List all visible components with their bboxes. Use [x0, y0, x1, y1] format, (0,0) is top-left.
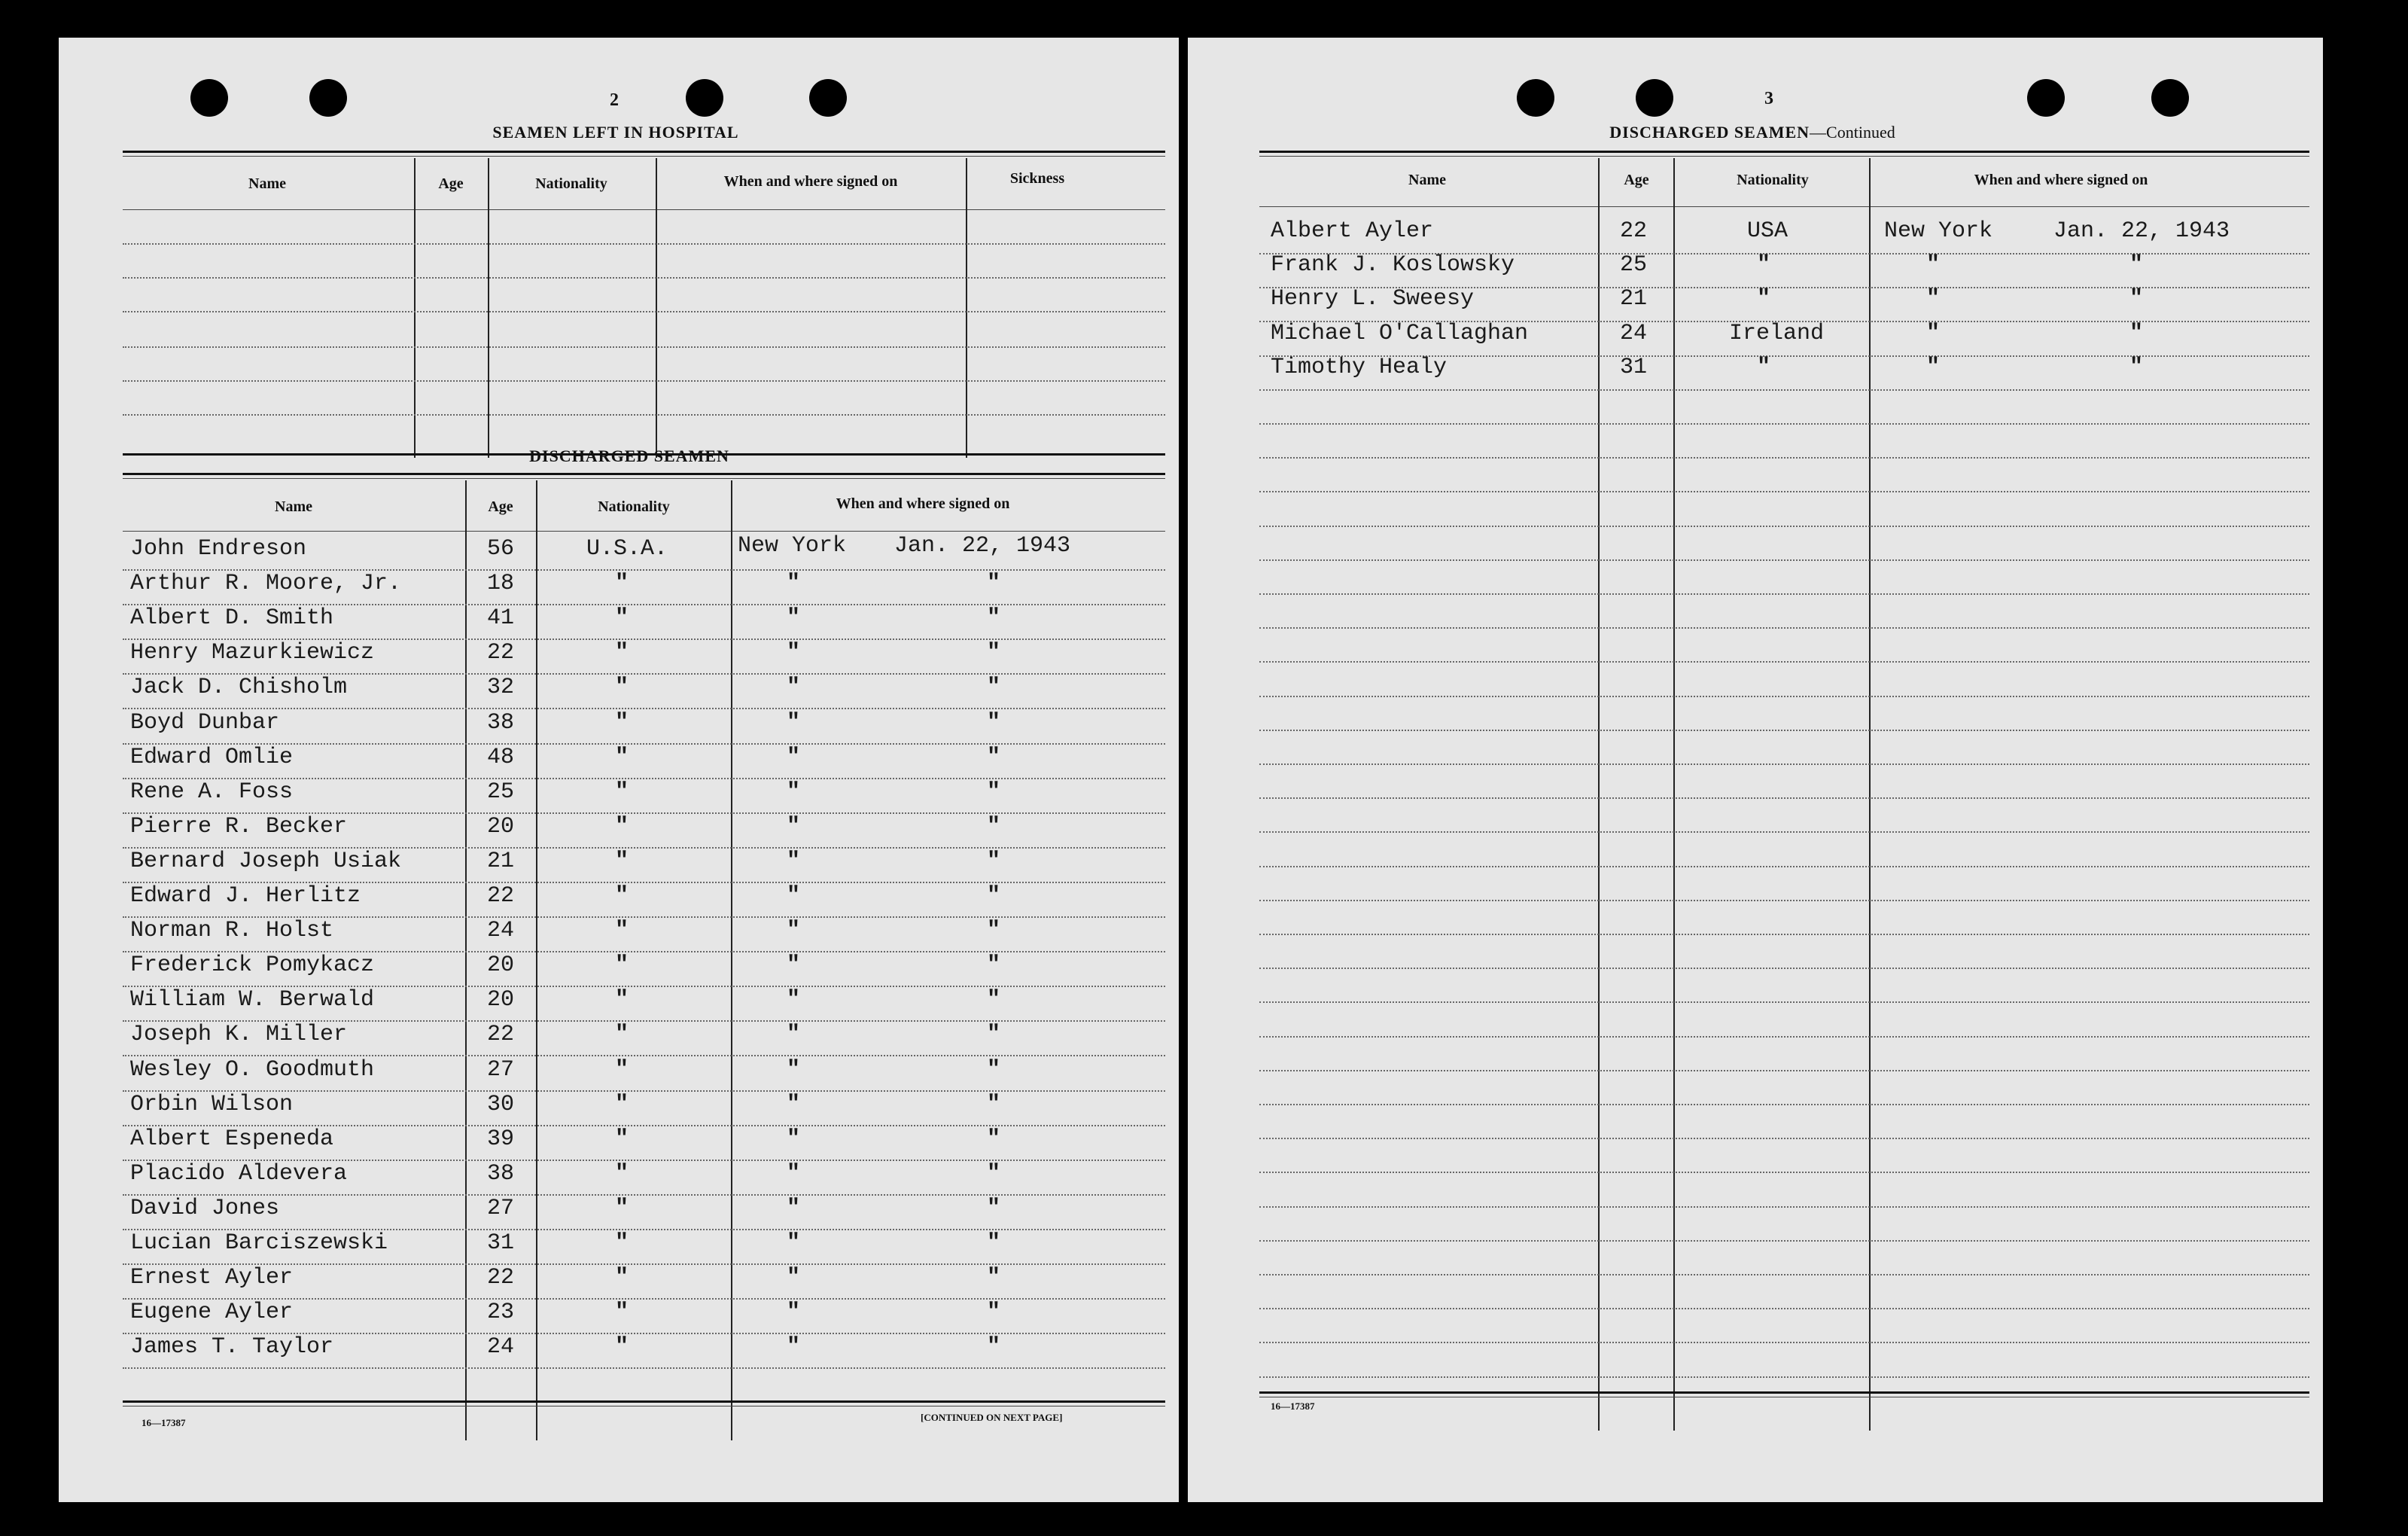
continued-note: [CONTINUED ON NEXT PAGE] [921, 1412, 1063, 1423]
left-page [59, 38, 1179, 1502]
seaman-name: Rene A. Foss [130, 779, 294, 805]
seaman-nationality: USA [1746, 218, 1788, 244]
punch-hole [1636, 79, 1673, 117]
seaman-nationality: " [614, 745, 629, 770]
signed-on-place: " [786, 1334, 801, 1360]
seaman-nationality: " [614, 1126, 629, 1152]
seaman-age: 27 [486, 1196, 515, 1221]
seaman-age: 41 [486, 605, 515, 631]
seaman-age: 27 [486, 1057, 515, 1083]
seaman-name: Edward J. Herlitz [130, 883, 361, 909]
seaman-nationality: " [1756, 286, 1771, 312]
signed-on-place: " [786, 571, 801, 596]
seaman-name: James T. Taylor [130, 1334, 334, 1360]
entry-line [1259, 1036, 2309, 1038]
seaman-nationality: " [614, 1196, 629, 1221]
signed-on-place: " [786, 640, 801, 666]
seaman-nationality: " [614, 1161, 629, 1187]
entry-line [1259, 1274, 2309, 1275]
entry-line [1259, 1138, 2309, 1139]
signed-on-date: Jan. 22, 1943 [2053, 218, 2230, 244]
punch-hole [309, 79, 347, 117]
signed-on-date: " [986, 1334, 1001, 1360]
signed-on-date: " [986, 571, 1001, 596]
seaman-age: 21 [486, 849, 515, 874]
signed-on-place: " [786, 883, 801, 909]
entry-line [1259, 526, 2309, 527]
seaman-name: Wesley O. Goodmuth [130, 1057, 375, 1083]
punch-hole [686, 79, 723, 117]
seaman-age: 31 [486, 1230, 515, 1256]
right-page [1188, 38, 2323, 1502]
signed-on-place: New York [1884, 218, 1993, 244]
signed-on-place: " [786, 1300, 801, 1325]
seaman-nationality: " [614, 1265, 629, 1291]
seaman-nationality: " [614, 849, 629, 874]
signed-on-date: " [986, 1265, 1001, 1291]
signed-on-date: " [2129, 321, 2144, 346]
rule [1259, 156, 2309, 157]
seaman-nationality: " [614, 952, 629, 978]
signed-on-place: New York [738, 533, 847, 559]
rule [123, 209, 1165, 210]
entry-line [1259, 627, 2309, 629]
signed-on-date: " [2129, 355, 2144, 380]
col-header-age: Age [488, 498, 513, 515]
seaman-name: Joseph K. Miller [130, 1022, 348, 1047]
entry-line [1259, 866, 2309, 867]
signed-on-date: " [986, 1092, 1001, 1117]
seaman-name: Edward Omlie [130, 745, 294, 770]
seaman-age: 48 [486, 745, 515, 770]
signed-on-date: " [986, 640, 1001, 666]
seaman-name: William W. Berwald [130, 987, 375, 1013]
seaman-nationality: U.S.A. [586, 536, 668, 562]
seaman-name: Albert Espeneda [130, 1126, 334, 1152]
seaman-age: 24 [1619, 321, 1648, 346]
rule [1259, 151, 2309, 153]
signed-on-place: " [786, 1057, 801, 1083]
seaman-age: 20 [486, 814, 515, 840]
entry-line [123, 1367, 1165, 1369]
seaman-age: 20 [486, 987, 515, 1013]
entry-line [123, 1055, 1165, 1056]
seaman-age: 39 [486, 1126, 515, 1152]
seaman-age: 22 [486, 640, 515, 666]
entry-line [1259, 968, 2309, 969]
signed-on-place: " [1925, 321, 1941, 346]
entry-line [123, 243, 1165, 245]
entry-line [1259, 1070, 2309, 1071]
entry-line [123, 708, 1165, 709]
entry-line [123, 346, 1165, 348]
column-divider [536, 480, 537, 1440]
rule [123, 151, 1165, 153]
entry-line [123, 414, 1165, 416]
seaman-nationality: " [614, 605, 629, 631]
entry-line [1259, 797, 2309, 799]
column-divider [731, 480, 732, 1440]
col-header-nationality: Nationality [1737, 172, 1809, 188]
entry-line [1259, 1206, 2309, 1208]
signed-on-date: " [986, 710, 1001, 736]
entry-line [1259, 1308, 2309, 1309]
seaman-age: 22 [486, 1022, 515, 1047]
signed-on-date: " [986, 814, 1001, 840]
seaman-name: Bernard Joseph Usiak [130, 849, 402, 874]
seaman-nationality: " [614, 883, 629, 909]
signed-on-place: " [786, 918, 801, 943]
entry-line [1259, 1001, 2309, 1003]
seaman-name: Henry Mazurkiewicz [130, 640, 375, 666]
entry-line [1259, 1104, 2309, 1105]
entry-line [1259, 1376, 2309, 1378]
signed-on-date: " [986, 849, 1001, 874]
seaman-nationality: " [614, 918, 629, 943]
seaman-name: Lucian Barciszewski [130, 1230, 388, 1256]
seaman-age: 25 [1619, 252, 1648, 278]
signed-on-place: " [786, 1126, 801, 1152]
entry-line [123, 311, 1165, 312]
seaman-nationality: " [614, 779, 629, 805]
seaman-age: 24 [486, 918, 515, 943]
entry-line [1259, 389, 2309, 391]
seaman-age: 24 [486, 1334, 515, 1360]
signed-on-place: " [786, 675, 801, 700]
seaman-name: Henry L. Sweesy [1271, 286, 1475, 312]
signed-on-date: " [986, 1022, 1001, 1047]
seaman-name: Frederick Pomykacz [130, 952, 375, 978]
punch-hole [809, 79, 847, 117]
seaman-nationality: " [614, 1230, 629, 1256]
section-title [1609, 123, 1895, 142]
seaman-nationality: " [1756, 252, 1771, 278]
seaman-name: Jack D. Chisholm [130, 675, 348, 700]
signed-on-date: " [986, 675, 1001, 700]
seaman-name: Orbin Wilson [130, 1092, 294, 1117]
seaman-age: 22 [1619, 218, 1648, 244]
signed-on-date: " [986, 883, 1001, 909]
col-header-nationality: Nationality [535, 175, 607, 192]
seaman-nationality: " [614, 987, 629, 1013]
page-number: 2 [610, 90, 619, 110]
rule [1259, 1391, 2309, 1394]
signed-on-place: " [1925, 252, 1941, 278]
seaman-nationality: " [614, 675, 629, 700]
signed-on-date: " [2129, 252, 2144, 278]
punch-hole [2027, 79, 2065, 117]
seaman-name: Placido Aldevera [130, 1161, 348, 1187]
rule [123, 531, 1165, 532]
seaman-age: 22 [486, 1265, 515, 1291]
seaman-age: 18 [486, 571, 515, 596]
signed-on-place: " [786, 605, 801, 631]
column-divider [656, 158, 657, 458]
col-header-age: Age [1624, 172, 1649, 188]
signed-on-place: " [786, 1230, 801, 1256]
rule [123, 156, 1165, 157]
col-header-age: Age [438, 175, 464, 192]
discharged-section-title: DISCHARGED SEAMEN [529, 446, 729, 465]
seaman-age: 23 [486, 1300, 515, 1325]
signed-on-place: " [786, 1161, 801, 1187]
seaman-nationality: " [614, 1092, 629, 1117]
signed-on-date: " [986, 1126, 1001, 1152]
seaman-nationality: " [614, 710, 629, 736]
entry-line [1259, 1240, 2309, 1242]
col-header-signed-on: When and where signed on [723, 173, 898, 190]
signed-on-place: " [786, 1196, 801, 1221]
signed-on-place: " [786, 814, 801, 840]
seaman-name: Timothy Healy [1271, 355, 1448, 380]
entry-line [1259, 457, 2309, 459]
seaman-name: Albert Ayler [1271, 218, 1434, 244]
seaman-name: Michael O'Callaghan [1271, 321, 1529, 346]
seaman-age: 56 [486, 536, 515, 562]
seaman-name: Norman R. Holst [130, 918, 334, 943]
seaman-age: 38 [486, 710, 515, 736]
col-header-signed-on: When and where signed on [836, 495, 1010, 512]
signed-on-place: " [786, 952, 801, 978]
seaman-name: Arthur R. Moore, Jr. [130, 571, 402, 596]
seaman-age: 20 [486, 952, 515, 978]
seaman-age: 22 [486, 883, 515, 909]
punch-hole [2151, 79, 2189, 117]
col-header-nationality: Nationality [598, 498, 670, 515]
seaman-name: Eugene Ayler [130, 1300, 294, 1325]
signed-on-place: " [1925, 286, 1941, 312]
entry-line [1259, 831, 2309, 833]
section-title-suffix: —Continued [1810, 123, 1895, 142]
col-header-name: Name [1408, 172, 1446, 188]
rule [1259, 206, 2309, 207]
signed-on-date: " [986, 918, 1001, 943]
signed-on-date: " [2129, 286, 2144, 312]
seaman-nationality: " [614, 1057, 629, 1083]
seaman-name: Albert D. Smith [130, 605, 334, 631]
seaman-name: Ernest Ayler [130, 1265, 294, 1291]
entry-line [123, 277, 1165, 279]
form-number: 16—17387 [1271, 1400, 1315, 1412]
seaman-name: Boyd Dunbar [130, 710, 280, 736]
seaman-name: David Jones [130, 1196, 280, 1221]
entry-line [1259, 559, 2309, 561]
punch-hole [1517, 79, 1554, 117]
seaman-name: Pierre R. Becker [130, 814, 348, 840]
rule [123, 473, 1165, 475]
signed-on-place: " [786, 1092, 801, 1117]
seaman-nationality: " [614, 814, 629, 840]
column-divider [465, 480, 467, 1440]
entry-line [1259, 900, 2309, 901]
page-number: 3 [1764, 89, 1773, 108]
signed-on-place: " [786, 1265, 801, 1291]
entry-line [1259, 593, 2309, 595]
section-title-main: DISCHARGED SEAMEN [1609, 123, 1810, 142]
col-header-name: Name [248, 175, 286, 192]
signed-on-date: " [986, 779, 1001, 805]
seaman-nationality: " [614, 571, 629, 596]
seaman-nationality: " [1756, 355, 1771, 380]
entry-line [1259, 763, 2309, 765]
signed-on-date: " [986, 1057, 1001, 1083]
entry-line [1259, 1172, 2309, 1173]
signed-on-date: " [986, 987, 1001, 1013]
entry-line [1259, 730, 2309, 731]
form-number: 16—17387 [142, 1417, 186, 1428]
signed-on-date: " [986, 745, 1001, 770]
col-header-sickness: Sickness [1009, 170, 1065, 187]
seaman-age: 21 [1619, 286, 1648, 312]
seaman-age: 25 [486, 779, 515, 805]
seaman-age: 31 [1619, 355, 1648, 380]
signed-on-place: " [786, 779, 801, 805]
seaman-age: 32 [486, 675, 515, 700]
hospital-section-title: SEAMEN LEFT IN HOSPITAL [492, 123, 739, 142]
seaman-name: Frank J. Koslowsky [1271, 252, 1515, 278]
signed-on-place: " [786, 1022, 801, 1047]
seaman-nationality: " [614, 1300, 629, 1325]
entry-line [1259, 934, 2309, 935]
punch-hole [190, 79, 228, 117]
column-divider [414, 158, 416, 458]
signed-on-date: " [986, 1230, 1001, 1256]
signed-on-place: " [786, 710, 801, 736]
rule [123, 478, 1165, 479]
seaman-age: 30 [486, 1092, 515, 1117]
col-header-signed-on: When and where signed on [1974, 172, 2148, 188]
column-divider [488, 158, 489, 458]
signed-on-date: " [986, 1196, 1001, 1221]
signed-on-date: " [986, 1161, 1001, 1187]
seaman-nationality: " [614, 1334, 629, 1360]
entry-line [1259, 661, 2309, 663]
signed-on-place: " [1925, 355, 1941, 380]
seaman-nationality: Ireland [1728, 321, 1825, 346]
entry-line [1259, 1342, 2309, 1343]
seaman-age: 38 [486, 1161, 515, 1187]
signed-on-place: " [786, 745, 801, 770]
seaman-nationality: " [614, 1022, 629, 1047]
entry-line [1259, 491, 2309, 492]
entry-line [1259, 696, 2309, 697]
column-divider [966, 158, 967, 458]
signed-on-date: " [986, 952, 1001, 978]
entry-line [1259, 423, 2309, 425]
signed-on-date: " [986, 605, 1001, 631]
col-header-name: Name [275, 498, 312, 515]
rule [123, 1400, 1165, 1403]
seaman-name: John Endreson [130, 536, 307, 562]
signed-on-place: " [786, 849, 801, 874]
seaman-nationality: " [614, 640, 629, 666]
signed-on-date: Jan. 22, 1943 [894, 533, 1071, 559]
signed-on-date: " [986, 1300, 1001, 1325]
entry-line [123, 380, 1165, 382]
signed-on-place: " [786, 987, 801, 1013]
